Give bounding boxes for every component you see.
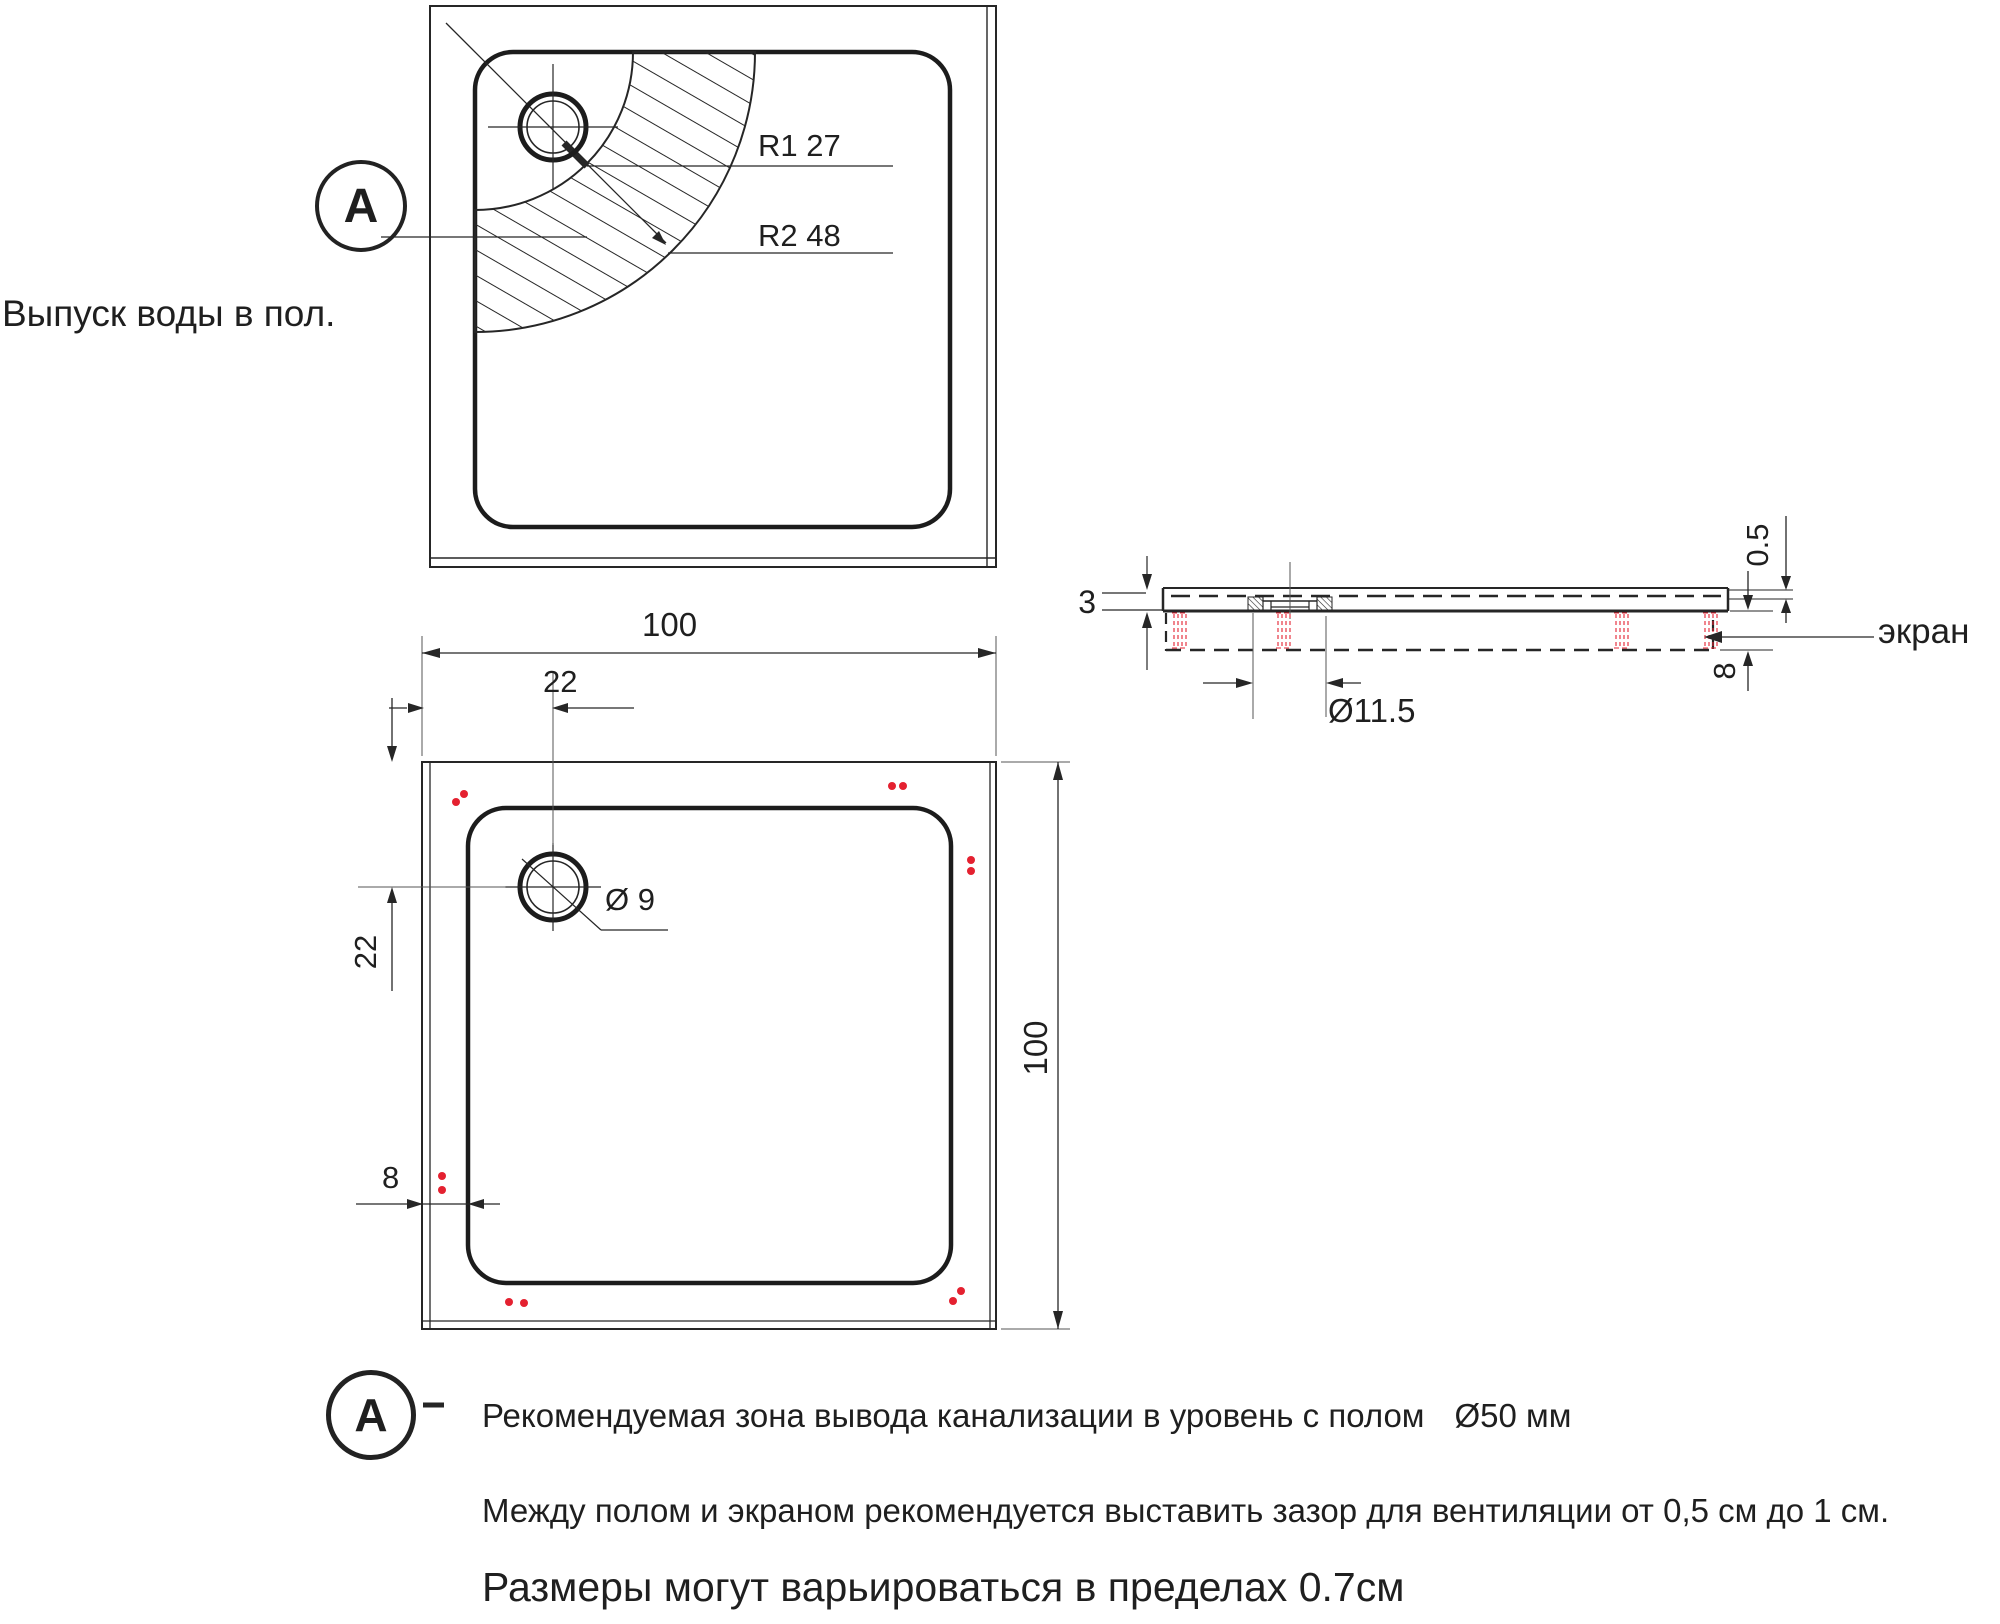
dim-width-100: [422, 636, 996, 756]
note-drain-zone-value: Ø50 мм: [1454, 1397, 1572, 1434]
side-thickness-label: 3: [1078, 584, 1096, 620]
top-view-caption: Выпуск воды в пол.: [2, 293, 336, 334]
bottom-drain-offset-y-label: 22: [347, 934, 383, 970]
detail-a-marker-top: A: [315, 160, 407, 252]
bottom-view-drawing: [356, 636, 1070, 1329]
side-drain-diameter-label: Ø11.5: [1328, 692, 1416, 729]
note-drain-zone: [482, 1398, 1571, 1434]
leg-marker: [1614, 613, 1630, 648]
note-drain-zone-text: Рекомендуемая зона вывода канализации в уровень с полом: [482, 1397, 1425, 1434]
screen-leader: [1704, 631, 1874, 643]
bottom-drain-hole-label: Ø 9: [605, 882, 655, 917]
screen-label: экран: [1878, 612, 1970, 651]
bottom-height-label: 100: [1016, 1020, 1054, 1076]
note-ventilation-gap: Между полом и экраном рекомендуется выставить зазор для вентиляции от 0,5 см до 1 см.: [482, 1492, 1890, 1529]
dim-rim-offset-8: [356, 1199, 500, 1209]
top-view-drawing: [381, 6, 996, 567]
side-edge-gap-label: 0.5: [1739, 523, 1775, 567]
side-view-drain-trap: [1248, 562, 1332, 619]
leg-marker: [1703, 613, 1719, 648]
r1-dimension-label: R1 27: [758, 128, 841, 163]
dim-drain-offset-x-22: [389, 672, 634, 845]
r2-dimension-label: R2 48: [758, 218, 841, 253]
bottom-drain-offset-x-label: 22: [543, 664, 578, 699]
side-leg-height-label: 8: [1706, 662, 1742, 680]
side-view-screen-outline: [1166, 613, 1714, 651]
bottom-view-outer-square: [422, 762, 996, 1329]
leg-marker: [1172, 613, 1188, 648]
bottom-width-label: 100: [642, 606, 698, 643]
dim-thickness-3: [1102, 556, 1163, 670]
detail-a-marker-notes: A: [326, 1370, 416, 1460]
bottom-rim-offset-label: 8: [382, 1160, 400, 1195]
bottom-view-tray-inner-edge: [468, 808, 951, 1283]
note-size-tolerance: Размеры могут варьироваться в пределах 0.7см: [482, 1564, 1405, 1610]
leg-position-dots: [438, 782, 975, 1307]
side-view-legs: [1172, 613, 1719, 648]
